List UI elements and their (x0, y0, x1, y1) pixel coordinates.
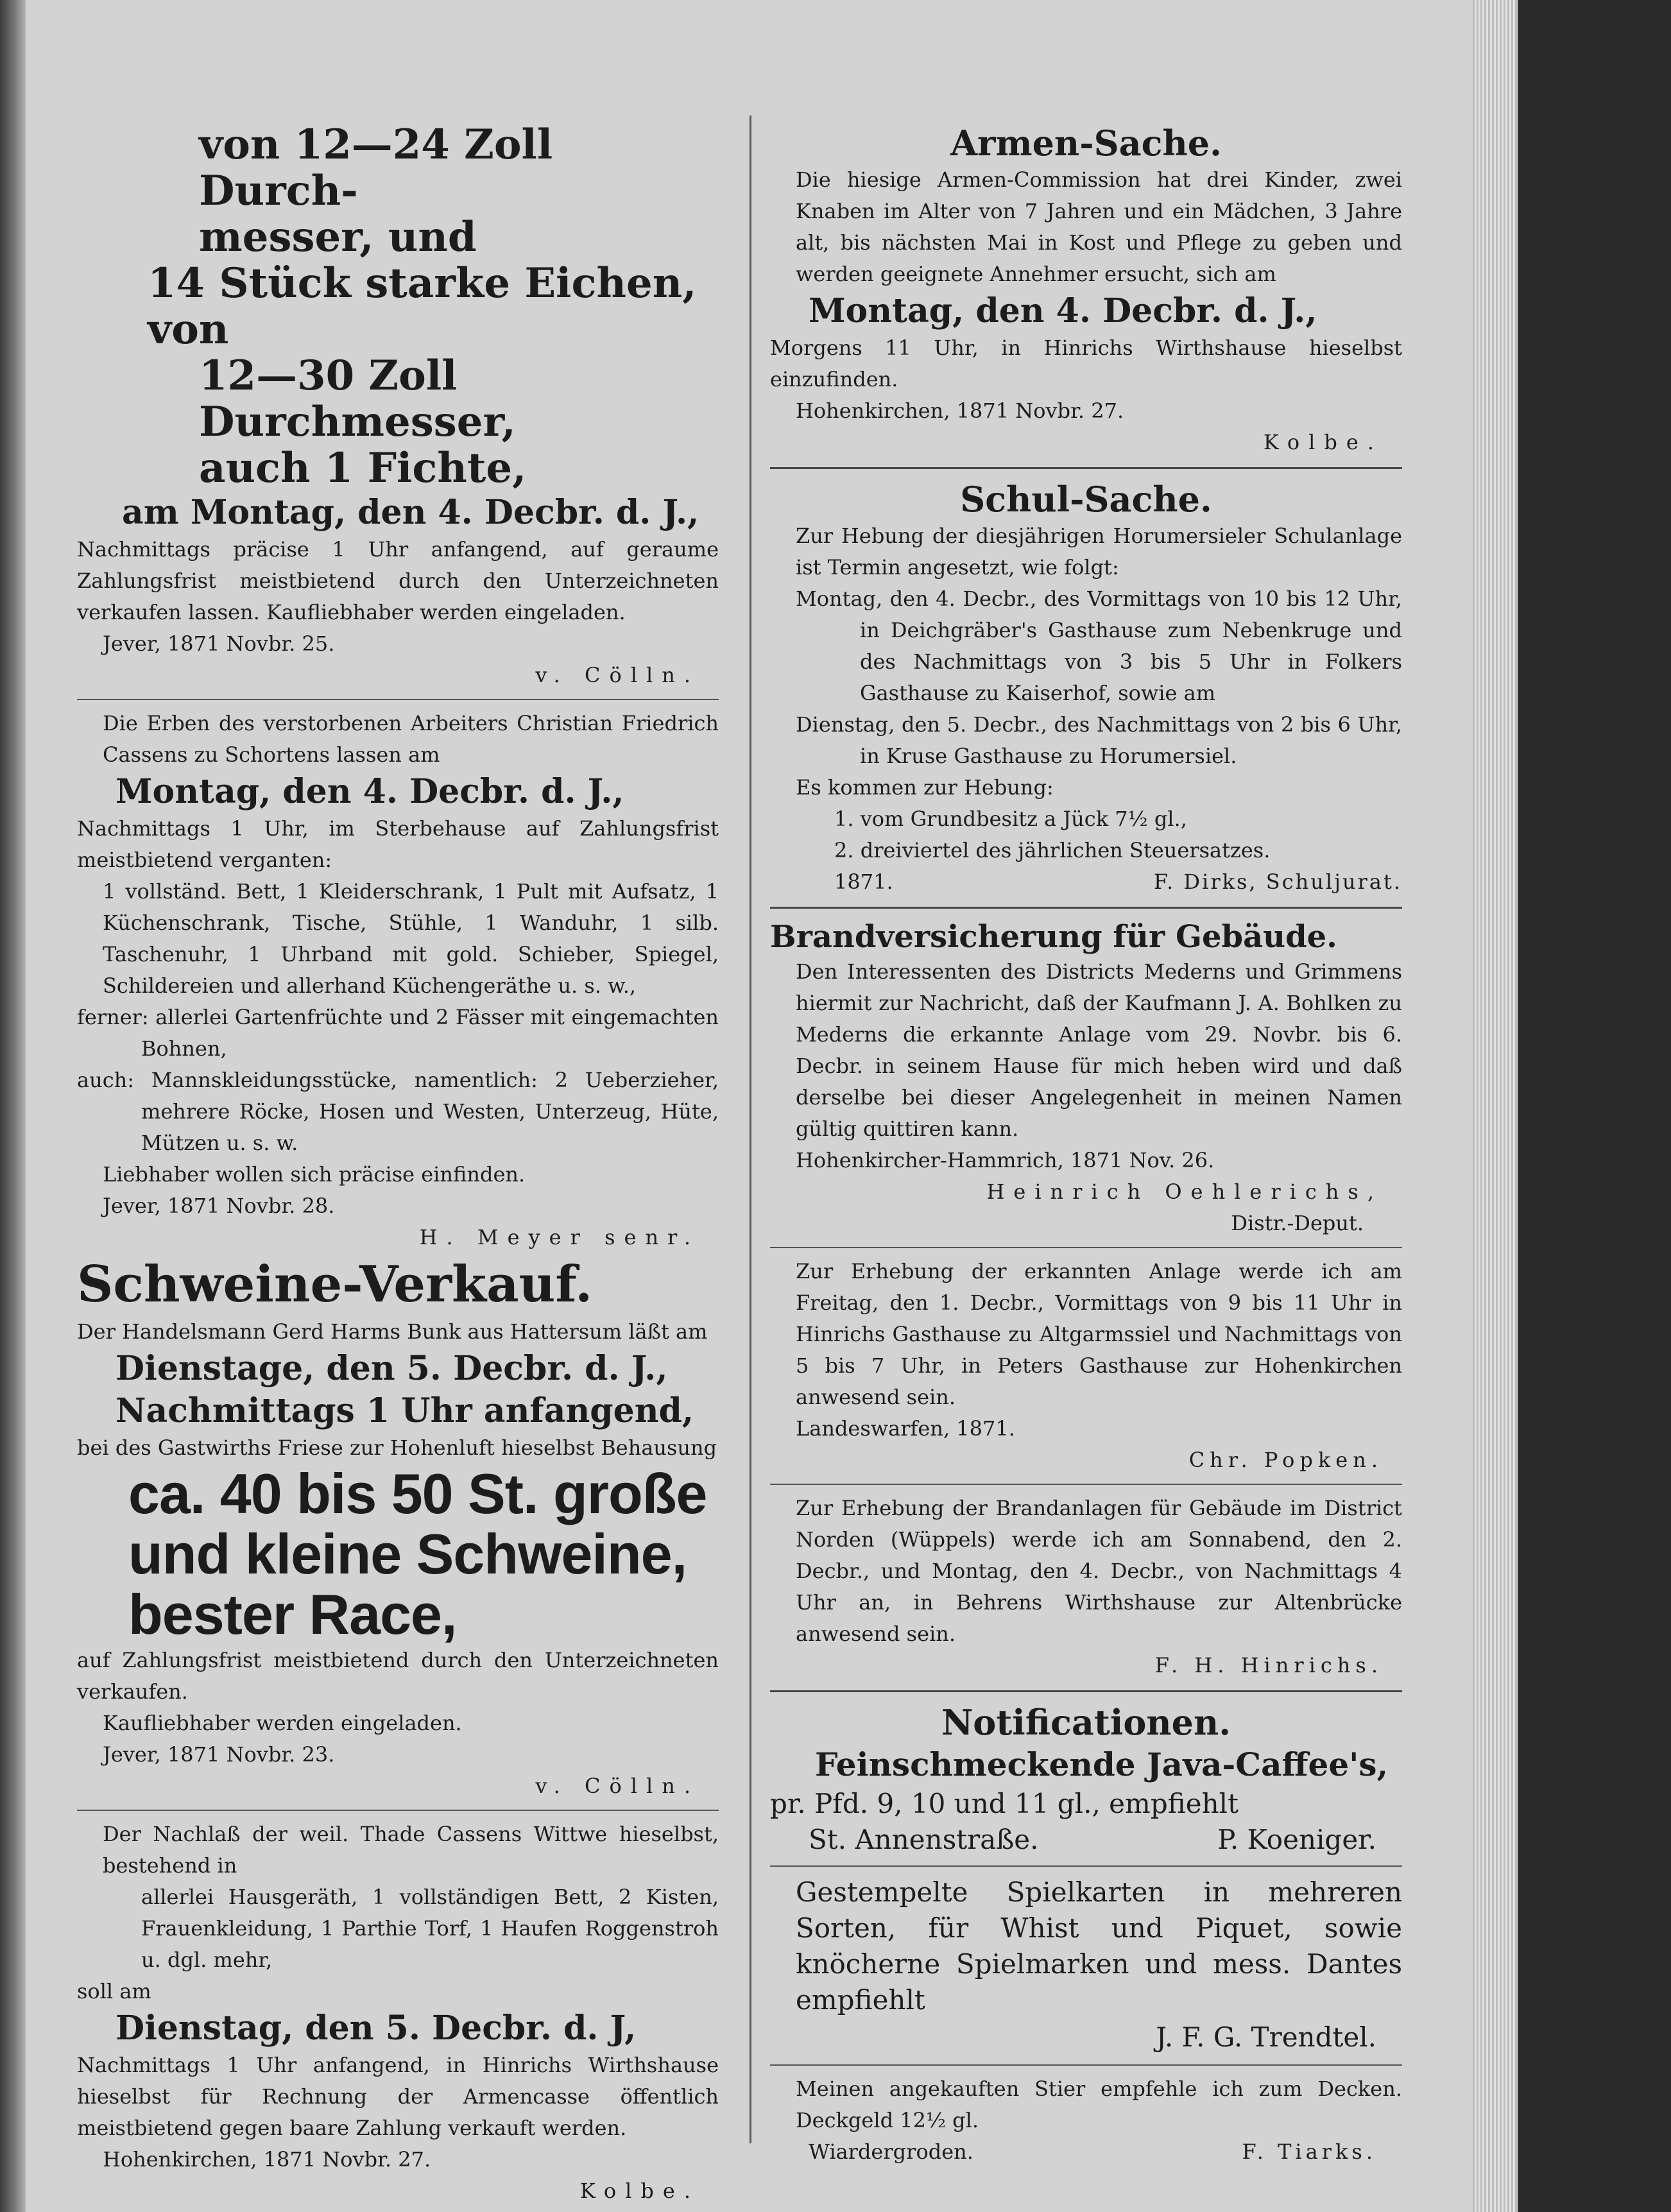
school-title: Schul-Sache. (960, 479, 1212, 520)
bull-service-signature: F. Tiarks. (1242, 2139, 1376, 2164)
estate-auch: auch: Mannskleidungsstücke, namentlich: 2 Ueberzieher, mehrere Röcke, Hosen und Westen, Unterzeug, Hüte, Mützen u. s. w. (77, 1068, 719, 1155)
auction-signature: v. Cölln. (535, 663, 699, 687)
timber-auction-notice (77, 122, 719, 691)
estate-signature: H. Meyer senr. (419, 1225, 699, 1249)
school-year: 1871. (834, 870, 893, 894)
levy-2-signature: F. H. Hinrichs. (1154, 1653, 1383, 1677)
levy-notice-1 (770, 1256, 1402, 1476)
pig-sale-signature: v. Cölln. (535, 1774, 699, 1798)
book-gutter (0, 0, 26, 2212)
separator (770, 2064, 1402, 2066)
poor-relief-title: Armen-Sache. (950, 123, 1222, 164)
poor-relief-date: Montag, den 4. Decbr. d. J., (809, 291, 1317, 330)
estate-place-date: Jever, 1871 Novbr. 28. (103, 1194, 335, 1218)
levy-2-body: Zur Erhebung der Brandanlagen für Gebäude im District Norden (Wüppels) werde ich am Sonnabend, den 2. Decbr., und Montag, den 4. Decbr., von Nachmittags 4 Uhr an, in Behrens Wirthshause zur Altenbrücke anwesend sein. (796, 1496, 1402, 1646)
school-signature: F. Dirks, Schuljurat. (1153, 870, 1402, 894)
fire-insurance-notice (770, 918, 1402, 1239)
timber-line-4: 12—30 Zoll Durchmesser, (199, 352, 516, 446)
fire-insurance-title-role: Distr.-Deput. (1231, 1211, 1364, 1235)
pig-sale-date: Dienstage, den 5. Decbr. d. J., (116, 1349, 668, 1388)
levy-notice-2 (770, 1493, 1402, 1681)
separator (77, 1810, 719, 1811)
estate-body: Nachmittags 1 Uhr, im Sterbehause auf Zahlungsfrist meistbietend verganten: (77, 816, 719, 872)
poor-relief-signature: Kolbe. (1263, 430, 1383, 454)
coffee-ad-street: St. Annenstraße. (809, 1824, 1039, 1855)
levy-1-body: Zur Erhebung der erkannten Anlage werde ich am Freitag, den 1. Decbr., Vormittags von 9 bis 11 Uhr in Hinrichs Gasthause zu Altgarmssiel und Nachmittags von 5 bis 7 Uhr, in Peters Gasthause zur Hohenkirchen anwesend sein. (796, 1259, 1402, 1409)
left-column (77, 122, 719, 2207)
estate-intro: Die Erben des verstorbenen Arbeiters Christian Friedrich Cassens zu Schortens lassen am (103, 711, 719, 767)
column-divider (750, 116, 751, 2143)
school-item-2: 2. dreiviertel des jährlichen Steuersatzes. (834, 838, 1271, 862)
timber-line-3: 14 Stück starke Eichen, von (148, 259, 697, 354)
fire-insurance-place-date: Hohenkircher-Hammrich, 1871 Nov. 26. (796, 1148, 1215, 1172)
bull-service-place: Wiardergroden. (809, 2139, 973, 2164)
poor-relief-time: Morgens 11 Uhr, in Hinrichs Wirthshause hieselbst einzufinden. (770, 336, 1402, 391)
estate-date: Montag, den 4. Decbr. d. J., (116, 772, 624, 811)
levy-1-signature: Chr. Popken. (1188, 1448, 1383, 1472)
auction-date: am Montag, den 4. Decbr. d. J., (122, 493, 699, 532)
pig-sale-headline: ca. 40 bis 50 St. große und kleine Schweine, bester Race, (128, 1462, 707, 1646)
widow-soll: soll am (77, 1979, 151, 2003)
widow-place-date: Hohenkirchen, 1871 Novbr. 27. (103, 2147, 431, 2172)
pig-sale-time: Nachmittags 1 Uhr anfangend, (116, 1391, 694, 1430)
auction-place-date: Jever, 1871 Novbr. 25. (103, 631, 335, 656)
timber-line-1: von 12—24 Zoll Durch- (199, 121, 553, 215)
school-kommen: Es kommen zur Hebung: (796, 775, 1054, 800)
separator (770, 467, 1402, 469)
scan-background (1518, 0, 1671, 2212)
playing-cards-signature: J. F. G. Trendtel. (1156, 2021, 1376, 2053)
poor-relief-body: Die hiesige Armen-Commission hat drei Kinder, zwei Knaben im Alter von 7 Jahren und ein Mädchen, 3 Jahre alt, bis nächsten Mai in Kost und Pflege zu geben und werden geeignete Annehmer ersucht, sich am (796, 167, 1402, 286)
school-term-2: Dienstag, den 5. Decbr., des Nachmittags von 2 bis 6 Uhr, in Kruse Gasthause zu Horumersiel. (796, 712, 1402, 768)
timber-line-5: auch 1 Fichte, (199, 444, 527, 492)
pig-sale-location: bei des Gastwirths Friese zur Hohenluft hieselbst Behausung (77, 1436, 717, 1460)
fire-insurance-signature: Heinrich Oehlerichs, (986, 1179, 1383, 1204)
fire-insurance-title: Brandversicherung für Gebäude. (770, 919, 1337, 955)
school-notice (770, 478, 1402, 898)
separator (770, 1247, 1402, 1248)
widow-estate-notice (77, 1819, 719, 2207)
estate-auction-notice (77, 708, 719, 1253)
right-column (770, 122, 1402, 2168)
playing-cards-ad (770, 1874, 1402, 2057)
pig-sale-place-date: Jever, 1871 Novbr. 23. (103, 1742, 335, 1767)
separator (77, 699, 719, 700)
estate-invitation: Liebhaber wollen sich präcise einfinden. (103, 1162, 526, 1187)
poor-relief-place-date: Hohenkirchen, 1871 Novbr. 27. (796, 399, 1124, 423)
school-term-1: Montag, den 4. Decbr., des Vormittags von 10 bis 12 Uhr, in Deichgräber's Gasthause zum Nebenkruge und des Nachmittags von 3 bis 5 Uhr in Folkers Gasthause zu Kaiserhof, sowie am (796, 587, 1402, 705)
widow-signature: Kolbe. (579, 2179, 699, 2203)
notifications-title: Notificationen. (941, 1702, 1231, 1743)
separator (770, 1484, 1402, 1485)
pig-sale-invitation: Kaufliebhaber werden eingeladen. (103, 1711, 462, 1735)
separator (770, 1865, 1402, 1867)
school-intro: Zur Hebung der diesjährigen Horumersieler Schulanlage ist Termin angesetzt, wie folgt: (796, 524, 1402, 579)
page-edges (1473, 0, 1518, 2212)
pig-sale-notice (77, 1257, 719, 1802)
pig-sale-title: Schweine-Verkauf. (77, 1255, 593, 1314)
playing-cards-body: Gestempelte Spielkarten in mehreren Sorten, für Whist und Piquet, sowie knöcherne Spielmarken und mess. Dantes empfiehlt (796, 1876, 1402, 2016)
estate-items: 1 vollständ. Bett, 1 Kleiderschrank, 1 Pult mit Aufsatz, 1 Küchenschrank, Tische, Stühle, 1 Wanduhr, 1 silb. Taschenuhr, 1 Uhrband mit gold. Schieber, Spiegel, Schildereien und allerhand Küchengeräthe u. s. w., (103, 879, 719, 998)
coffee-ad-headline: Feinschmeckende Java-Caffee's, (815, 1745, 1388, 1783)
coffee-ad-price: pr. Pfd. 9, 10 und 11 gl., empfiehlt (770, 1788, 1238, 1819)
widow-date: Dienstag, den 5. Decbr. d. J, (116, 2009, 637, 2048)
separator (770, 907, 1402, 909)
levy-1-place-date: Landeswarfen, 1871. (796, 1416, 1015, 1441)
school-item-1: 1. vom Grundbesitz a Jück 7½ gl., (834, 807, 1187, 831)
estate-ferner: ferner: allerlei Gartenfrüchte und 2 Fässer mit eingemachten Bohnen, (77, 1005, 719, 1061)
poor-relief-notice (770, 122, 1402, 458)
bull-service-ad (770, 2073, 1402, 2168)
pig-sale-intro: Der Handelsmann Gerd Harms Bunk aus Hattersum läßt am (77, 1319, 708, 1344)
coffee-ad-merchant: P. Koeniger. (1217, 1824, 1376, 1855)
widow-items: allerlei Hausgeräth, 1 vollständigen Bett, 2 Kisten, Frauenkleidung, 1 Parthie Torf, 1 Haufen Roggenstroh u. dgl. mehr, (141, 1885, 719, 1972)
fire-insurance-body: Den Interessenten des Districts Mederns und Grimmens hiermit zur Nachricht, daß der Kaufmann J. A. Bohlken zu Mederns die erkannte Anlage vom 29. Novbr. bis 6. Decbr. in seinem Hause für mich heben wird und daß derselbe bei dieser Angelegenheit in meinen Namen gültig quittiren kann. (796, 959, 1402, 1141)
bull-service-body: Meinen angekauften Stier empfehle ich zum Decken. Deckgeld 12½ gl. (796, 2077, 1402, 2132)
notifications-section (770, 1701, 1402, 1858)
auction-body: Nachmittags präcise 1 Uhr anfangend, auf geraume Zahlungsfrist meistbietend durch den Unterzeichneten verkaufen lassen. Kaufliebhaber werden eingeladen. (77, 537, 719, 624)
pig-sale-body: auf Zahlungsfrist meistbietend durch den Unterzeichneten verkaufen. (77, 1648, 719, 1704)
widow-body: Nachmittags 1 Uhr anfangend, in Hinrichs Wirthshause hieselbst für Rechnung der Armencasse öffentlich meistbietend gegen baare Zahlung verkauft werden. (77, 2053, 719, 2140)
separator (770, 1690, 1402, 1692)
timber-line-2: messer, und (199, 213, 477, 261)
widow-intro: Der Nachlaß der weil. Thade Cassens Wittwe hieselbst, bestehend in (103, 1822, 719, 1878)
